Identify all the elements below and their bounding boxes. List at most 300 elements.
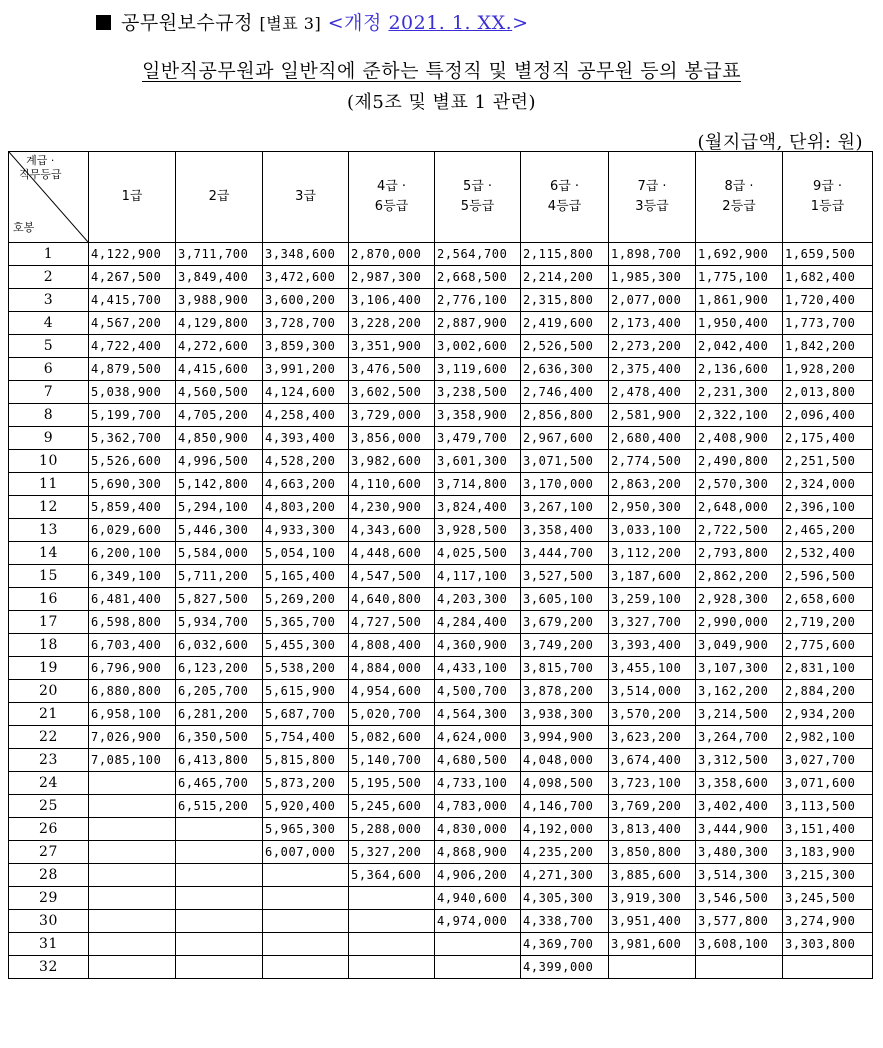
salary-cell: 2,375,400: [609, 358, 696, 381]
salary-cell: 7,085,100: [89, 749, 176, 772]
salary-cell: [176, 818, 263, 841]
salary-cell: 3,527,500: [521, 565, 609, 588]
salary-cell: 7,026,900: [89, 726, 176, 749]
salary-cell: 2,570,300: [696, 473, 783, 496]
salary-cell: 1,861,900: [696, 289, 783, 312]
step-cell: 4: [9, 312, 89, 335]
salary-cell: 6,032,600: [176, 634, 263, 657]
step-cell: 16: [9, 588, 89, 611]
salary-cell: 3,546,500: [696, 887, 783, 910]
salary-cell: 3,769,200: [609, 795, 696, 818]
salary-cell: [609, 956, 696, 979]
salary-cell: 3,938,300: [521, 703, 609, 726]
salary-cell: 2,532,400: [783, 542, 873, 565]
salary-cell: 5,082,600: [349, 726, 435, 749]
salary-cell: 4,338,700: [521, 910, 609, 933]
title-line: [96, 8, 529, 35]
salary-cell: 2,042,400: [696, 335, 783, 358]
salary-cell: 4,433,100: [435, 657, 521, 680]
table-row: [9, 404, 873, 427]
salary-cell: 4,399,000: [521, 956, 609, 979]
salary-cell: [176, 841, 263, 864]
salary-cell: 5,294,100: [176, 496, 263, 519]
step-cell: 5: [9, 335, 89, 358]
salary-cell: 4,048,000: [521, 749, 609, 772]
salary-cell: 4,547,500: [349, 565, 435, 588]
salary-cell: 3,267,100: [521, 496, 609, 519]
salary-cell: 6,123,200: [176, 657, 263, 680]
salary-cell: 3,981,600: [609, 933, 696, 956]
amendment-date: 2021. 1. XX.: [388, 12, 513, 34]
table-header-row: [9, 152, 873, 243]
salary-cell: [435, 933, 521, 956]
salary-cell: 4,680,500: [435, 749, 521, 772]
salary-cell: 3,480,300: [696, 841, 783, 864]
regulation-name: 공무원보수규정: [121, 12, 253, 34]
salary-cell: 2,581,900: [609, 404, 696, 427]
table-row: [9, 956, 873, 979]
corner-header-cell: [9, 152, 89, 243]
salary-cell: 1,985,300: [609, 266, 696, 289]
salary-cell: 2,934,200: [783, 703, 873, 726]
table-row: [9, 473, 873, 496]
step-cell: 2: [9, 266, 89, 289]
table-body: [9, 243, 873, 979]
salary-cell: [349, 933, 435, 956]
salary-cell: 4,230,900: [349, 496, 435, 519]
salary-cell: [89, 887, 176, 910]
salary-cell: 3,113,500: [783, 795, 873, 818]
salary-cell: [263, 910, 349, 933]
salary-cell: 5,142,800: [176, 473, 263, 496]
table-row: [9, 841, 873, 864]
salary-cell: 2,231,300: [696, 381, 783, 404]
salary-cell: 2,648,000: [696, 496, 783, 519]
salary-cell: 3,351,900: [349, 335, 435, 358]
salary-cell: 4,146,700: [521, 795, 609, 818]
salary-cell: 3,402,400: [696, 795, 783, 818]
salary-cell: [349, 910, 435, 933]
salary-cell: 2,950,300: [609, 496, 696, 519]
table-row: [9, 864, 873, 887]
salary-cell: 3,514,300: [696, 864, 783, 887]
step-cell: 11: [9, 473, 89, 496]
salary-table: [8, 151, 873, 979]
salary-cell: [89, 795, 176, 818]
salary-cell: 5,538,200: [263, 657, 349, 680]
column-header: 7급 · 3등급: [609, 152, 696, 243]
salary-cell: [89, 772, 176, 795]
salary-cell: 3,878,200: [521, 680, 609, 703]
table-row: [9, 749, 873, 772]
salary-cell: [89, 864, 176, 887]
table-row: [9, 772, 873, 795]
salary-cell: 3,850,800: [609, 841, 696, 864]
table-row: [9, 588, 873, 611]
salary-cell: [176, 956, 263, 979]
salary-cell: 3,711,700: [176, 243, 263, 266]
salary-cell: 5,584,000: [176, 542, 263, 565]
salary-cell: 5,859,400: [89, 496, 176, 519]
salary-cell: 3,119,600: [435, 358, 521, 381]
table-row: [9, 634, 873, 657]
salary-cell: 3,358,400: [521, 519, 609, 542]
salary-cell: 2,526,500: [521, 335, 609, 358]
table-row: [9, 887, 873, 910]
table-row: [9, 381, 873, 404]
salary-cell: 3,238,500: [435, 381, 521, 404]
salary-cell: 5,165,400: [263, 565, 349, 588]
salary-cell: 2,719,200: [783, 611, 873, 634]
salary-cell: 4,129,800: [176, 312, 263, 335]
salary-cell: 4,560,500: [176, 381, 263, 404]
table-row: [9, 266, 873, 289]
salary-cell: 4,974,000: [435, 910, 521, 933]
salary-cell: 4,360,900: [435, 634, 521, 657]
salary-cell: 2,136,600: [696, 358, 783, 381]
salary-cell: 3,112,200: [609, 542, 696, 565]
salary-cell: 4,393,400: [263, 427, 349, 450]
salary-cell: 5,455,300: [263, 634, 349, 657]
salary-cell: 3,749,200: [521, 634, 609, 657]
salary-cell: 4,783,000: [435, 795, 521, 818]
step-cell: 20: [9, 680, 89, 703]
salary-cell: 4,705,200: [176, 404, 263, 427]
step-cell: 30: [9, 910, 89, 933]
step-cell: 14: [9, 542, 89, 565]
salary-cell: 3,849,400: [176, 266, 263, 289]
salary-cell: 2,096,400: [783, 404, 873, 427]
amendment-suffix: >: [512, 12, 529, 34]
salary-cell: 3,623,200: [609, 726, 696, 749]
table-row: [9, 450, 873, 473]
salary-cell: 5,362,700: [89, 427, 176, 450]
salary-cell: 4,500,700: [435, 680, 521, 703]
table-title-text: 일반직공무원과 일반직에 준하는 특정직 및 별정직 공무원 등의 봉급표: [141, 60, 742, 82]
black-square-icon: [96, 15, 111, 30]
step-cell: 24: [9, 772, 89, 795]
salary-cell: 2,863,200: [609, 473, 696, 496]
salary-cell: 5,140,700: [349, 749, 435, 772]
salary-cell: 6,481,400: [89, 588, 176, 611]
salary-cell: 4,808,400: [349, 634, 435, 657]
salary-cell: 4,415,600: [176, 358, 263, 381]
salary-cell: 4,733,100: [435, 772, 521, 795]
salary-cell: [176, 933, 263, 956]
salary-cell: 4,940,600: [435, 887, 521, 910]
salary-cell: [176, 887, 263, 910]
step-cell: 12: [9, 496, 89, 519]
salary-cell: 2,990,000: [696, 611, 783, 634]
salary-cell: [89, 956, 176, 979]
salary-cell: [783, 956, 873, 979]
salary-cell: 2,887,900: [435, 312, 521, 335]
salary-cell: 5,038,900: [89, 381, 176, 404]
salary-cell: [263, 864, 349, 887]
salary-cell: 2,668,500: [435, 266, 521, 289]
step-cell: 7: [9, 381, 89, 404]
salary-cell: 3,107,300: [696, 657, 783, 680]
salary-cell: 2,013,800: [783, 381, 873, 404]
salary-cell: [89, 933, 176, 956]
salary-cell: 3,162,200: [696, 680, 783, 703]
table-row: [9, 726, 873, 749]
step-cell: 1: [9, 243, 89, 266]
salary-cell: 2,776,100: [435, 289, 521, 312]
table-row: [9, 657, 873, 680]
salary-cell: 5,920,400: [263, 795, 349, 818]
salary-cell: 2,408,900: [696, 427, 783, 450]
table-row: [9, 933, 873, 956]
salary-cell: 6,281,200: [176, 703, 263, 726]
salary-cell: 4,267,500: [89, 266, 176, 289]
salary-cell: 2,967,600: [521, 427, 609, 450]
salary-cell: 6,349,100: [89, 565, 176, 588]
table-row: [9, 496, 873, 519]
salary-cell: 5,965,300: [263, 818, 349, 841]
salary-cell: 3,183,900: [783, 841, 873, 864]
salary-cell: 2,722,500: [696, 519, 783, 542]
salary-cell: 5,327,200: [349, 841, 435, 864]
salary-cell: 3,608,100: [696, 933, 783, 956]
salary-cell: 3,049,900: [696, 634, 783, 657]
step-cell: 25: [9, 795, 89, 818]
salary-cell: 5,365,700: [263, 611, 349, 634]
salary-cell: 3,982,600: [349, 450, 435, 473]
step-cell: 31: [9, 933, 89, 956]
salary-cell: 3,994,900: [521, 726, 609, 749]
step-label: 호봉: [13, 221, 35, 234]
salary-cell: 3,476,500: [349, 358, 435, 381]
salary-cell: 4,415,700: [89, 289, 176, 312]
salary-cell: 6,703,400: [89, 634, 176, 657]
step-cell: 22: [9, 726, 89, 749]
salary-cell: 4,528,200: [263, 450, 349, 473]
salary-cell: 1,950,400: [696, 312, 783, 335]
salary-cell: 5,288,000: [349, 818, 435, 841]
salary-cell: 5,690,300: [89, 473, 176, 496]
step-cell: 8: [9, 404, 89, 427]
salary-cell: 4,996,500: [176, 450, 263, 473]
salary-cell: 6,205,700: [176, 680, 263, 703]
salary-cell: [176, 864, 263, 887]
appendix-label: [별표 3]: [259, 14, 322, 33]
step-cell: 19: [9, 657, 89, 680]
column-header: 2급: [176, 152, 263, 243]
salary-cell: 6,880,800: [89, 680, 176, 703]
salary-cell: 2,775,600: [783, 634, 873, 657]
salary-cell: 4,933,300: [263, 519, 349, 542]
salary-cell: 2,077,000: [609, 289, 696, 312]
salary-cell: 4,879,500: [89, 358, 176, 381]
salary-cell: 4,271,300: [521, 864, 609, 887]
salary-cell: 4,124,600: [263, 381, 349, 404]
salary-cell: 2,987,300: [349, 266, 435, 289]
salary-cell: 3,885,600: [609, 864, 696, 887]
salary-cell: 3,444,900: [696, 818, 783, 841]
salary-cell: [349, 956, 435, 979]
step-cell: 26: [9, 818, 89, 841]
salary-cell: 3,472,600: [263, 266, 349, 289]
salary-cell: 3,729,000: [349, 404, 435, 427]
salary-cell: 3,859,300: [263, 335, 349, 358]
salary-cell: 5,054,100: [263, 542, 349, 565]
salary-cell: 5,615,900: [263, 680, 349, 703]
table-row: [9, 910, 873, 933]
column-header: 9급 · 1등급: [783, 152, 873, 243]
table-row: [9, 680, 873, 703]
column-header: 4급 · 6등급: [349, 152, 435, 243]
table-row: [9, 818, 873, 841]
salary-cell: 3,679,200: [521, 611, 609, 634]
salary-cell: 4,110,600: [349, 473, 435, 496]
salary-cell: 4,369,700: [521, 933, 609, 956]
salary-cell: 3,928,500: [435, 519, 521, 542]
salary-cell: [89, 818, 176, 841]
amendment-prefix: <개정: [327, 12, 382, 34]
salary-cell: 1,692,900: [696, 243, 783, 266]
salary-cell: 3,245,500: [783, 887, 873, 910]
salary-cell: 3,071,600: [783, 772, 873, 795]
salary-cell: 3,033,100: [609, 519, 696, 542]
salary-cell: 2,870,000: [349, 243, 435, 266]
salary-cell: 6,598,800: [89, 611, 176, 634]
salary-cell: 3,259,100: [609, 588, 696, 611]
salary-cell: 4,884,000: [349, 657, 435, 680]
salary-cell: 3,602,500: [349, 381, 435, 404]
salary-cell: 4,868,900: [435, 841, 521, 864]
salary-cell: 4,727,500: [349, 611, 435, 634]
salary-cell: 3,187,600: [609, 565, 696, 588]
salary-cell: 1,720,400: [783, 289, 873, 312]
salary-cell: 4,564,300: [435, 703, 521, 726]
salary-cell: 5,687,700: [263, 703, 349, 726]
salary-cell: 5,199,700: [89, 404, 176, 427]
salary-cell: 3,274,900: [783, 910, 873, 933]
salary-cell: 2,596,500: [783, 565, 873, 588]
salary-cell: 3,002,600: [435, 335, 521, 358]
salary-cell: 2,214,200: [521, 266, 609, 289]
salary-cell: 5,873,200: [263, 772, 349, 795]
salary-cell: 3,228,200: [349, 312, 435, 335]
salary-cell: 3,570,200: [609, 703, 696, 726]
salary-cell: 3,151,400: [783, 818, 873, 841]
salary-cell: 3,215,300: [783, 864, 873, 887]
salary-cell: 3,815,700: [521, 657, 609, 680]
salary-cell: [263, 887, 349, 910]
salary-cell: 2,324,000: [783, 473, 873, 496]
column-header: 3급: [263, 152, 349, 243]
salary-cell: 4,258,400: [263, 404, 349, 427]
salary-cell: 5,364,600: [349, 864, 435, 887]
salary-cell: 3,393,400: [609, 634, 696, 657]
salary-cell: 4,305,300: [521, 887, 609, 910]
table-row: [9, 335, 873, 358]
step-cell: 15: [9, 565, 89, 588]
table-row: [9, 312, 873, 335]
salary-cell: 5,020,700: [349, 703, 435, 726]
table-row: [9, 611, 873, 634]
salary-cell: 2,478,400: [609, 381, 696, 404]
step-cell: 21: [9, 703, 89, 726]
salary-cell: 6,350,500: [176, 726, 263, 749]
salary-cell: 5,815,800: [263, 749, 349, 772]
salary-cell: 3,577,800: [696, 910, 783, 933]
salary-cell: 2,680,400: [609, 427, 696, 450]
salary-cell: 4,272,600: [176, 335, 263, 358]
salary-cell: 3,824,400: [435, 496, 521, 519]
salary-cell: 4,235,200: [521, 841, 609, 864]
salary-cell: [435, 956, 521, 979]
salary-cell: 3,674,400: [609, 749, 696, 772]
step-cell: 29: [9, 887, 89, 910]
salary-cell: 6,200,100: [89, 542, 176, 565]
salary-cell: 4,025,500: [435, 542, 521, 565]
salary-cell: 3,600,200: [263, 289, 349, 312]
table-row: [9, 565, 873, 588]
salary-cell: 2,396,100: [783, 496, 873, 519]
salary-cell: 3,106,400: [349, 289, 435, 312]
salary-cell: 2,490,800: [696, 450, 783, 473]
table-row: [9, 703, 873, 726]
step-cell: 23: [9, 749, 89, 772]
salary-cell: 3,358,600: [696, 772, 783, 795]
salary-cell: 4,830,000: [435, 818, 521, 841]
salary-cell: 3,514,000: [609, 680, 696, 703]
salary-cell: 2,251,500: [783, 450, 873, 473]
salary-cell: 2,862,200: [696, 565, 783, 588]
salary-cell: 2,856,800: [521, 404, 609, 427]
salary-cell: 3,991,200: [263, 358, 349, 381]
column-header: 1급: [89, 152, 176, 243]
salary-cell: 4,954,600: [349, 680, 435, 703]
salary-cell: 2,928,300: [696, 588, 783, 611]
salary-cell: 3,071,500: [521, 450, 609, 473]
step-cell: 17: [9, 611, 89, 634]
salary-cell: 4,203,300: [435, 588, 521, 611]
salary-cell: 3,728,700: [263, 312, 349, 335]
step-cell: 6: [9, 358, 89, 381]
salary-cell: 5,269,200: [263, 588, 349, 611]
salary-cell: 4,663,200: [263, 473, 349, 496]
salary-cell: 4,850,900: [176, 427, 263, 450]
salary-cell: 2,315,800: [521, 289, 609, 312]
salary-cell: 1,682,400: [783, 266, 873, 289]
salary-cell: 6,796,900: [89, 657, 176, 680]
salary-cell: 4,117,100: [435, 565, 521, 588]
salary-cell: 3,714,800: [435, 473, 521, 496]
salary-cell: 2,774,500: [609, 450, 696, 473]
salary-cell: [263, 956, 349, 979]
salary-cell: 4,098,500: [521, 772, 609, 795]
salary-cell: 3,813,400: [609, 818, 696, 841]
salary-cell: [89, 910, 176, 933]
salary-cell: 4,803,200: [263, 496, 349, 519]
salary-cell: 3,988,900: [176, 289, 263, 312]
step-cell: 9: [9, 427, 89, 450]
salary-cell: 1,842,200: [783, 335, 873, 358]
salary-cell: 3,919,300: [609, 887, 696, 910]
salary-cell: 4,906,200: [435, 864, 521, 887]
salary-cell: 3,856,000: [349, 427, 435, 450]
salary-cell: [89, 841, 176, 864]
salary-cell: 4,722,400: [89, 335, 176, 358]
salary-cell: 5,245,600: [349, 795, 435, 818]
salary-cell: 3,027,700: [783, 749, 873, 772]
salary-cell: 4,343,600: [349, 519, 435, 542]
salary-cell: 1,928,200: [783, 358, 873, 381]
salary-cell: 5,754,400: [263, 726, 349, 749]
